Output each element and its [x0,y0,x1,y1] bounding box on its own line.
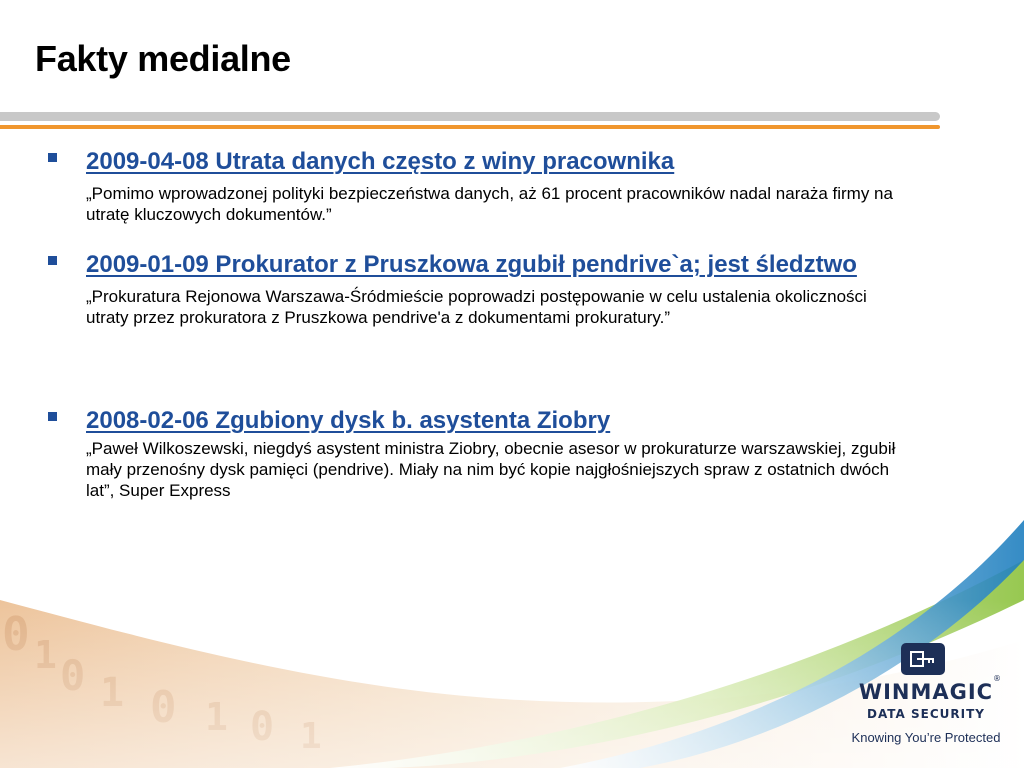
news-headline-link[interactable]: 2009-01-09 Prokurator z Pruszkowa zgubił pendrive`a; jest śledztwo [86,251,857,278]
news-item [48,145,928,225]
registered-mark: ® [993,674,1001,683]
news-item [48,248,928,328]
news-item [48,404,928,501]
news-quote: „Pomimo wprowadzonej polityki bezpieczeństwa danych, aż 61 procent pracowników nadal naraża firmy na utratę kluczowych dokumentów.” [86,184,893,224]
news-headline-link[interactable]: 2008-02-06 Zgubiony dysk b. asystenta Ziobry [86,407,611,434]
bullet-square-icon [48,153,57,162]
news-quote: „Prokuratura Rejonowa Warszawa-Śródmieście poprowadzi postępowanie w celu ustalenia okoliczności utraty przez prokuratora z Pruszkowa pendrive'a z dokumentami prokuratury.” [86,287,867,327]
bullet-square-icon [48,256,57,265]
logo-brand-text: WINMAGIC [858,680,994,704]
slide-title: Fakty medialne [35,38,291,79]
logo-tagline: Knowing You’re Protected [851,730,1001,745]
key-lock-icon [901,643,945,675]
winmagic-logo [838,640,1014,752]
news-headline-link[interactable]: 2009-04-08 Utrata danych często z winy pracownika [86,148,675,175]
logo-subtitle: DATA SECURITY [866,707,985,721]
news-quote: „Paweł Wilkoszewski, niegdyś asystent ministra Ziobry, obecnie asesor w prokuraturze warszawskiej, zgubił mały przenośny dysk pamięci (pendrive). Miały na nim być kopie najgłośniejszych spraw z ostatnich dwóch lat”, Super Express [86,439,896,500]
bullet-square-icon [48,412,57,421]
